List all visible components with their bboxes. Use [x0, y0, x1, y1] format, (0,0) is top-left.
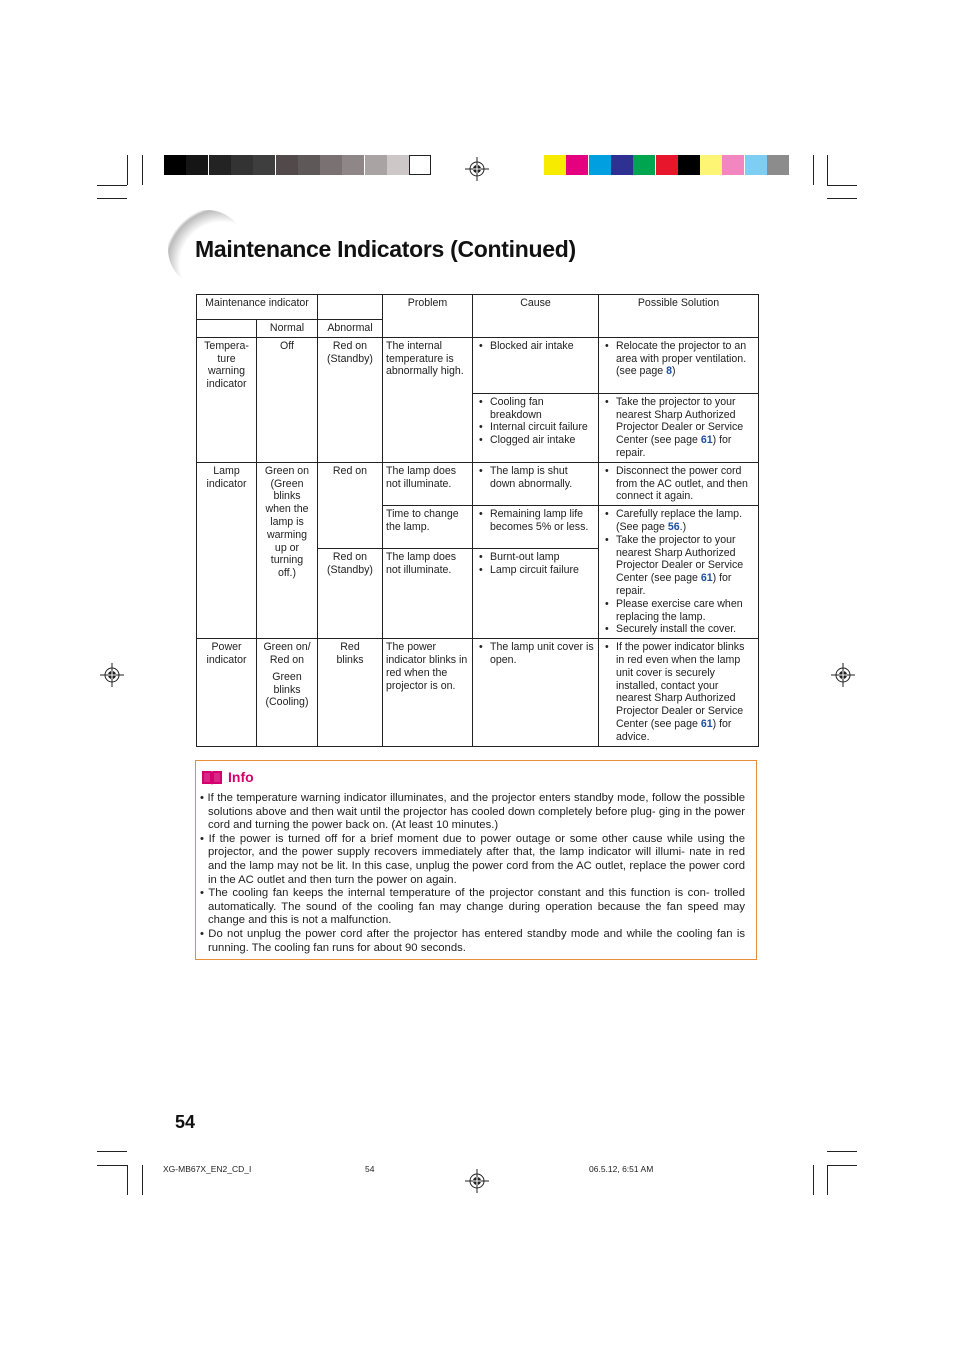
problem-text: The lamp does not illuminate. [383, 549, 473, 639]
info-item: • If the temperature warning indicator illuminates, and the projector enters standby mode, follow the possible solutions above and then wait until the projector has cooled down completely before plug- ging in the power cord and turning the power back on. (At least 10 minutes.) [200, 792, 746, 832]
normal-state: Off [257, 337, 318, 462]
crop-mark [827, 1151, 857, 1152]
color-swatch [633, 155, 655, 175]
page-link[interactable]: 8 [666, 365, 672, 378]
crop-mark [97, 198, 127, 199]
color-swatch [231, 155, 253, 175]
crop-mark [813, 155, 814, 185]
info-item: • The cooling fan keeps the internal temperature of the projector constant and this function is con- trolled automatically. The sound of the cooling fan may change during operation because the fan speed may change and this is not a malfunction. [200, 887, 745, 927]
header-spacer [318, 295, 383, 320]
table-header-row [197, 295, 759, 320]
cause-cell [473, 549, 599, 639]
table-row [197, 639, 759, 746]
list-item: • The lamp is shut down abnormally. [490, 465, 595, 491]
normal-state: Green on (Green blinks when the lamp is warming up or turning off.) [257, 462, 318, 638]
color-swatch [276, 155, 298, 175]
color-swatch [209, 155, 231, 175]
header-normal: Normal [257, 320, 318, 338]
abnormal-state: Red on (Standby) [318, 337, 383, 462]
color-swatch [298, 155, 320, 175]
list-item: • Remaining lamp life becomes 5% or less. [490, 508, 595, 534]
normal-state-cooling: Green blinks (Cooling) [265, 670, 309, 709]
crop-mark [142, 155, 143, 185]
list-item: • Take the projector to your nearest Sharp Authorized Projector Dealer or Service Center (see page 61) for repair. [616, 396, 755, 460]
footer-filename: XG-MB67X_EN2_CD_I [163, 1164, 252, 1174]
list-item: • Securely install the cover. [616, 623, 755, 636]
page-number: 54 [175, 1112, 196, 1132]
cause-cell [473, 506, 599, 549]
crop-mark [97, 1151, 127, 1152]
page-link[interactable]: 61 [700, 434, 713, 447]
color-swatch [342, 155, 364, 175]
list-item: • Carefully replace the lamp. (See page 56.) [616, 508, 755, 534]
list-item: • Blocked air intake [490, 340, 595, 353]
cause-cell [473, 337, 599, 393]
color-swatch [186, 155, 208, 175]
color-swatch [566, 155, 588, 175]
problem-text: The internal temperature is abnormally high. [383, 337, 473, 462]
color-swatch [320, 155, 342, 175]
list-item: • Cooling fan breakdown [490, 396, 595, 422]
list-item: • Lamp circuit failure [490, 564, 595, 577]
page-link[interactable]: 56 [667, 520, 680, 533]
solution-cell [599, 393, 759, 462]
solution-cell [599, 337, 759, 393]
registration-mark-icon [465, 1169, 489, 1193]
list-item: • Please exercise care when replacing the lamp. [616, 598, 755, 624]
list-item: • Take the projector to your nearest Sharp Authorized Projector Dealer or Service Center (see page 61) for repair. [616, 534, 755, 598]
page-title: Maintenance Indicators (Continued) [195, 236, 576, 262]
color-swatch [164, 155, 186, 175]
info-text [200, 792, 745, 955]
page-link[interactable]: 61 [700, 572, 713, 585]
abnormal-state: Red blinks [318, 639, 383, 746]
page-link[interactable]: 61 [700, 717, 713, 730]
list-item: • Clogged air intake [490, 434, 595, 447]
header-abnormal: Abnormal [318, 320, 383, 338]
info-item: • If the power is turned off for a brief moment due to power outage or some other cause while using the projector, and the power supply recovers immediately after that, the lamp indicator will illumi- nate in red and the lamp may not be lit. In this case, unplug the power cord from the AC outlet, replace the power cord in the AC outlet and then turn the power on again. [200, 832, 745, 886]
list-item: • The lamp unit cover is open. [490, 641, 595, 667]
header-problem: Problem [383, 295, 473, 338]
list-item: • If the power indicator blinks in red even when the lamp unit cover is securely installed, contact your nearest Sharp Authorized Projector Dealer or Service Center (see page 61) for advice. [616, 641, 755, 743]
header-solution: Possible Solution [599, 295, 759, 338]
crop-mark [827, 1165, 857, 1166]
color-swatch [409, 155, 431, 175]
crop-mark [827, 155, 828, 185]
abnormal-state: Red on (Standby) [318, 549, 383, 639]
registration-mark-icon [465, 157, 489, 181]
table-row [197, 462, 759, 505]
color-swatch [544, 155, 566, 175]
footer-date: 06.5.12, 6:51 AM [589, 1164, 654, 1174]
problem-text: Time to change the lamp. [383, 506, 473, 549]
list-item: • Relocate the projector to an area with proper ventilation. (see page 8) [616, 340, 755, 378]
solution-cell [599, 639, 759, 746]
indicator-name: Tempera- ture warning indicator [197, 337, 257, 462]
normal-state [257, 639, 318, 746]
crop-mark [813, 1165, 814, 1195]
cause-cell [473, 462, 599, 505]
book-icon [201, 769, 223, 786]
indicator-name: Lamp indicator [197, 462, 257, 638]
problem-text: The power indicator blinks in red when the projector is on. [383, 639, 473, 746]
color-swatch [745, 155, 767, 175]
list-item: • Disconnect the power cord from the AC outlet, and then connect it again. [616, 465, 755, 503]
solution-cell [599, 462, 759, 505]
crop-mark [97, 1165, 127, 1166]
registration-mark-icon [100, 663, 124, 687]
problem-text: The lamp does not illuminate. [383, 462, 473, 505]
footer-page: 54 [365, 1164, 375, 1174]
color-swatch [589, 155, 611, 175]
solution-cell [599, 506, 759, 639]
crop-mark [827, 185, 857, 186]
color-swatch [387, 155, 409, 175]
color-swatch [656, 155, 678, 175]
color-swatch [722, 155, 744, 175]
crop-mark [127, 155, 128, 185]
normal-state-on: Green on/ Red on [263, 641, 311, 666]
color-swatch [253, 155, 275, 175]
info-title: Info [228, 769, 254, 785]
header-cause: Cause [473, 295, 599, 338]
color-swatch [365, 155, 387, 175]
color-swatch [700, 155, 722, 175]
info-item: • Do not unplug the power cord after the projector has entered standby mode and while the cooling fan is running. The cooling fan runs for about 90 seconds. [200, 927, 746, 954]
crop-mark [142, 1165, 143, 1195]
header-maintenance-indicator: Maintenance indicator [197, 295, 318, 320]
color-swatch [767, 155, 789, 175]
crop-mark [97, 185, 127, 186]
table-row [197, 337, 759, 393]
list-item: • Burnt-out lamp [490, 551, 595, 564]
crop-mark [127, 1165, 128, 1195]
color-swatch [611, 155, 633, 175]
list-item: • Internal circuit failure [490, 421, 595, 434]
maintenance-indicator-table [196, 294, 759, 747]
color-swatch [678, 155, 700, 175]
registration-mark-icon [831, 663, 855, 687]
cause-cell [473, 393, 599, 462]
header-blank [197, 320, 257, 338]
abnormal-state: Red on [318, 462, 383, 548]
crop-mark [827, 198, 857, 199]
cause-cell [473, 639, 599, 746]
crop-mark [827, 1165, 828, 1195]
indicator-name: Power indicator [197, 639, 257, 746]
